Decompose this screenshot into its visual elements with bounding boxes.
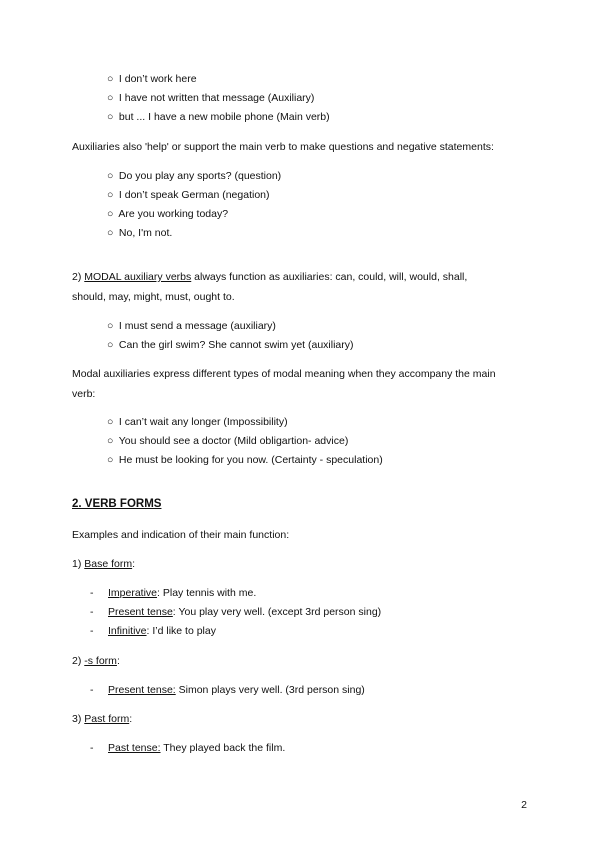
paragraph-modal-line2: should, may, might, must, ought to. bbox=[72, 291, 235, 303]
paragraph: Modal auxiliaries express different types of modal meaning when they accompany the main bbox=[72, 368, 496, 380]
subsection-prefix: 1) bbox=[72, 558, 85, 570]
term: Imperative bbox=[108, 587, 158, 599]
list-item bbox=[107, 169, 281, 183]
list-item-text: He must be looking for you now. (Certainty - speculation) bbox=[118, 454, 383, 466]
list-item bbox=[90, 586, 256, 600]
list-item-text: I have not written that message (Auxiliary) bbox=[118, 92, 315, 104]
list-item bbox=[90, 605, 381, 619]
subsection-prefix: 3) bbox=[72, 713, 85, 725]
section-heading: 2. VERB FORMS bbox=[72, 498, 162, 510]
list-item-text: Do you play any sports? (question) bbox=[118, 170, 282, 182]
circle-bullet-icon: ○ bbox=[107, 170, 114, 182]
modal-prefix: 2) bbox=[72, 271, 85, 283]
page-number: 2 bbox=[521, 799, 527, 811]
list-item bbox=[107, 110, 330, 124]
circle-bullet-icon: ○ bbox=[107, 92, 114, 104]
dash-bullet-icon: - bbox=[90, 684, 94, 696]
list-item-text: I can’t wait any longer (Impossibility) bbox=[118, 416, 288, 428]
list-item-text: I don’t work here bbox=[118, 73, 197, 85]
circle-bullet-icon: ○ bbox=[107, 189, 114, 201]
dash-bullet-icon: - bbox=[90, 625, 94, 637]
dash-bullet-icon: - bbox=[90, 587, 94, 599]
circle-bullet-icon: ○ bbox=[107, 73, 114, 85]
term-text: : Play tennis with me. bbox=[157, 587, 257, 599]
list-item-text: I must send a message (auxiliary) bbox=[118, 320, 276, 332]
subsection-term: -s form bbox=[84, 655, 117, 667]
list-item bbox=[90, 683, 365, 697]
term-text: : I’d like to play bbox=[146, 625, 216, 637]
subsection-term: Base form bbox=[84, 558, 133, 570]
term: Infinitive bbox=[108, 625, 147, 637]
dash-bullet-icon: - bbox=[90, 742, 94, 754]
circle-bullet-icon: ○ bbox=[107, 416, 114, 428]
term-text: They played back the film. bbox=[160, 742, 286, 754]
paragraph-modal bbox=[72, 270, 467, 284]
list-item-text: but ... I have a new mobile phone (Main verb) bbox=[118, 111, 330, 123]
list-item bbox=[107, 207, 228, 221]
circle-bullet-icon: ○ bbox=[107, 339, 114, 351]
list-item bbox=[107, 188, 270, 202]
term-text: : You play very well. (except 3rd person sing) bbox=[172, 606, 382, 618]
circle-bullet-icon: ○ bbox=[107, 435, 114, 447]
circle-bullet-icon: ○ bbox=[107, 454, 114, 466]
modal-term: MODAL auxiliary verbs bbox=[84, 271, 192, 283]
paragraph-line2: verb: bbox=[72, 388, 96, 400]
subsection-suffix: : bbox=[132, 558, 136, 570]
subsection-label bbox=[72, 654, 120, 668]
list-item bbox=[107, 91, 314, 105]
circle-bullet-icon: ○ bbox=[107, 208, 114, 220]
list-item bbox=[107, 72, 197, 86]
subsection-suffix: : bbox=[129, 713, 133, 725]
list-item bbox=[107, 338, 354, 352]
modal-rest: always function as auxiliaries: can, could, will, would, shall, bbox=[191, 271, 468, 283]
list-item-text: No, I'm not. bbox=[118, 227, 173, 239]
circle-bullet-icon: ○ bbox=[107, 227, 114, 239]
subsection-label bbox=[72, 557, 135, 571]
list-item-text: You should see a doctor (Mild obligartion- advice) bbox=[118, 435, 349, 447]
circle-bullet-icon: ○ bbox=[107, 111, 114, 123]
list-item bbox=[107, 453, 383, 467]
list-item-text: I don’t speak German (negation) bbox=[118, 189, 270, 201]
term-text: Simon plays very well. (3rd person sing) bbox=[175, 684, 365, 696]
list-item bbox=[107, 226, 172, 240]
term: Present tense: bbox=[108, 684, 176, 696]
paragraph: Examples and indication of their main function: bbox=[72, 529, 290, 541]
paragraph: Auxiliaries also 'help' or support the main verb to make questions and negative statements: bbox=[72, 141, 494, 153]
term: Present tense bbox=[108, 606, 173, 618]
list-item bbox=[90, 624, 216, 638]
list-item-text: Can the girl swim? She cannot swim yet (auxiliary) bbox=[118, 339, 354, 351]
subsection-term: Past form bbox=[84, 713, 130, 725]
term: Past tense: bbox=[108, 742, 161, 754]
list-item bbox=[107, 415, 288, 429]
list-item bbox=[107, 434, 348, 448]
list-item bbox=[107, 319, 276, 333]
list-item bbox=[90, 741, 285, 755]
circle-bullet-icon: ○ bbox=[107, 320, 114, 332]
dash-bullet-icon: - bbox=[90, 606, 94, 618]
subsection-label bbox=[72, 712, 132, 726]
subsection-prefix: 2) bbox=[72, 655, 85, 667]
list-item-text: Are you working today? bbox=[118, 208, 229, 220]
subsection-suffix: : bbox=[116, 655, 120, 667]
